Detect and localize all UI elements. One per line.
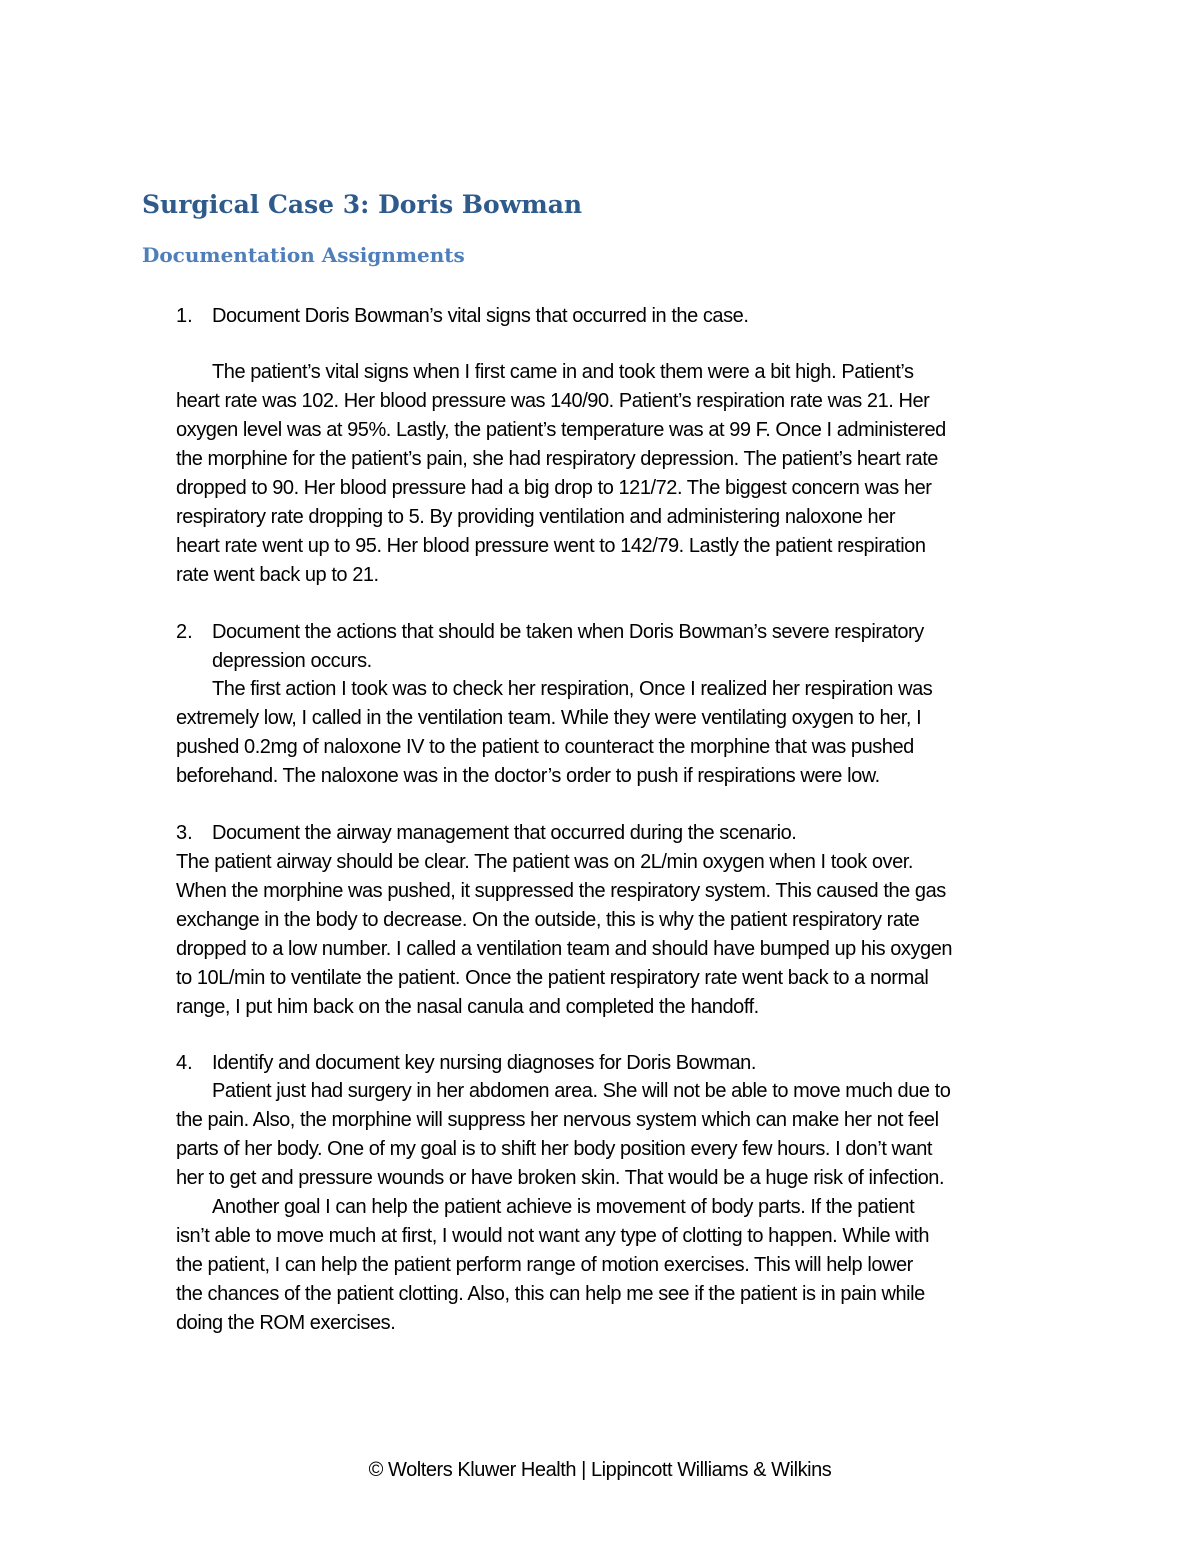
section-2-question: depression occurs. <box>212 650 372 672</box>
section-3-answer-line: When the morphine was pushed, it suppressed the respiratory system. This caused the gas <box>176 880 946 902</box>
section-3-question: Document the airway management that occurred during the scenario. <box>212 822 797 844</box>
section-1-answer-line: oxygen level was at 95%. Lastly, the patient’s temperature was at 99 F. Once I administered <box>176 419 946 441</box>
section-2-answer-line: beforehand. The naloxone was in the doctor’s order to push if respirations were low. <box>176 765 880 787</box>
section-4-number: 4. <box>176 1052 193 1074</box>
section-3-answer-line: exchange in the body to decrease. On the outside, this is why the patient respiratory rate <box>176 909 920 931</box>
section-4-answer-line: parts of her body. One of my goal is to shift her body position every few hours. I don’t want <box>176 1138 932 1160</box>
section-4-question: Identify and document key nursing diagnoses for Doris Bowman. <box>212 1052 756 1074</box>
section-4-answer-line: Another goal I can help the patient achieve is movement of body parts. If the patient <box>212 1196 915 1218</box>
section-3-answer-line: range, I put him back on the nasal canula and completed the handoff. <box>176 996 759 1018</box>
section-2-number: 2. <box>176 621 193 643</box>
page-footer: © Wolters Kluwer Health | Lippincott Williams & Wilkins <box>368 1459 832 1481</box>
section-3-number: 3. <box>176 822 193 844</box>
section-1-answer-line: rate went back up to 21. <box>176 564 379 586</box>
section-3-answer-line: dropped to a low number. I called a ventilation team and should have bumped up his oxygen <box>176 938 953 960</box>
section-4-answer-line: the pain. Also, the morphine will suppress her nervous system which can make her not feel <box>176 1109 939 1131</box>
section-1-answer-line: respiratory rate dropping to 5. By providing ventilation and administering naloxone her <box>176 506 896 528</box>
section-4-answer-line: isn’t able to move much at first, I would not want any type of clotting to happen. While with <box>176 1225 930 1247</box>
section-3-answer-line: to 10L/min to ventilate the patient. Once the patient respiratory rate went back to a normal <box>176 967 929 989</box>
section-4-answer-line: the patient, I can help the patient perform range of motion exercises. This will help lower <box>176 1254 913 1276</box>
section-2-answer-line: pushed 0.2mg of naloxone IV to the patient to counteract the morphine that was pushed <box>176 736 914 758</box>
section-1-question: Document Doris Bowman’s vital signs that occurred in the case. <box>212 305 749 327</box>
section-2-answer-line: extremely low, I called in the ventilation team. While they were ventilating oxygen to her, I <box>176 707 922 729</box>
section-1-answer-line: the morphine for the patient’s pain, she had respiratory depression. The patient’s heart rate <box>176 448 938 470</box>
section-1-number: 1. <box>176 305 193 327</box>
section-4-answer-line: her to get and pressure wounds or have broken skin. That would be a huge risk of infection. <box>176 1167 945 1189</box>
section-1-answer-line: heart rate was 102. Her blood pressure was 140/90. Patient’s respiration rate was 21. Her <box>176 390 930 412</box>
section-3-answer-line: The patient airway should be clear. The patient was on 2L/min oxygen when I took over. <box>176 851 913 873</box>
page-title: Surgical Case 3: Doris Bowman <box>142 190 583 219</box>
section-1-answer-line: heart rate went up to 95. Her blood pressure went to 142/79. Lastly the patient respiration <box>176 535 926 557</box>
section-4-answer-line: doing the ROM exercises. <box>176 1312 396 1334</box>
section-2-question: Document the actions that should be taken when Doris Bowman’s severe respiratory <box>212 621 924 643</box>
section-1-answer-line: dropped to 90. Her blood pressure had a big drop to 121/72. The biggest concern was her <box>176 477 932 499</box>
section-4-answer-line: the chances of the patient clotting. Also, this can help me see if the patient is in pain while <box>176 1283 925 1305</box>
section-4-answer-line: Patient just had surgery in her abdomen area. She will not be able to move much due to <box>212 1080 951 1102</box>
page-subtitle: Documentation Assignments <box>142 243 465 267</box>
section-1-answer-line: The patient’s vital signs when I first came in and took them were a bit high. Patient’s <box>212 361 914 383</box>
section-2-answer-line: The first action I took was to check her respiration, Once I realized her respiration was <box>212 678 933 700</box>
